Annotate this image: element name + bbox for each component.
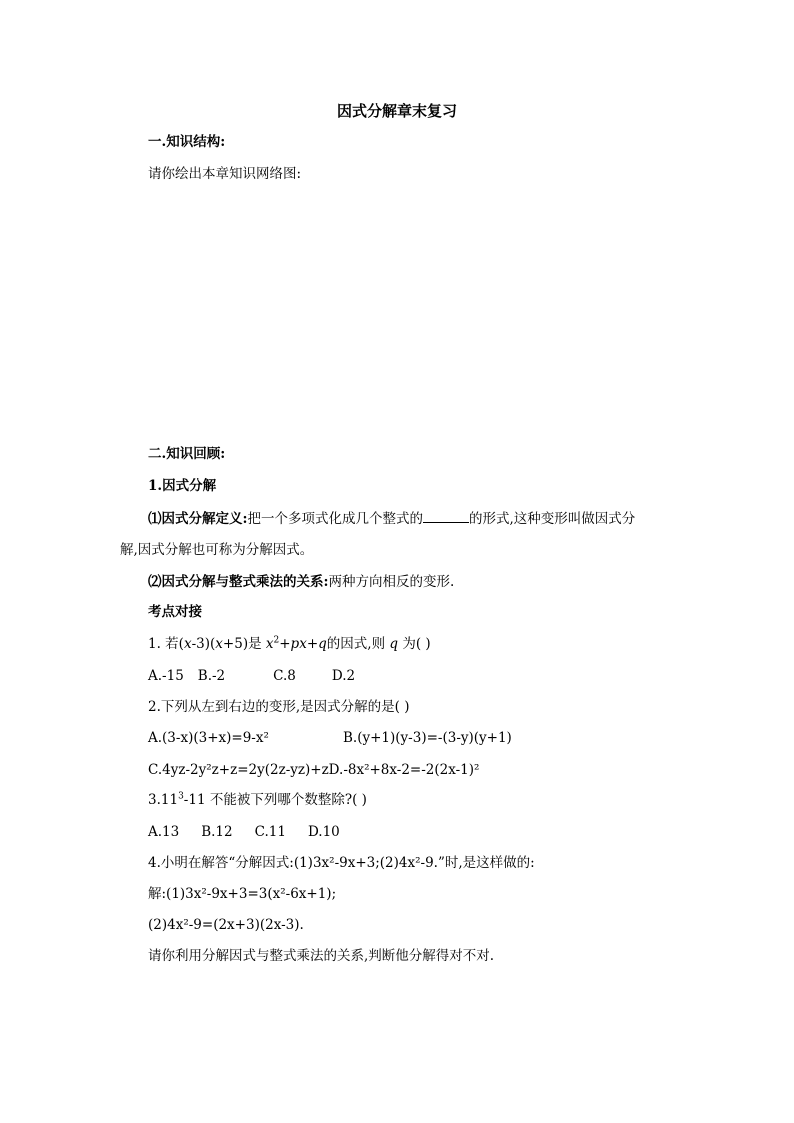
- exam-points-heading: 考点对接: [148, 604, 202, 620]
- option-a: A.-15: [148, 668, 184, 684]
- question-2-option-a: A.(3-x)(3+x)=9-x²: [148, 730, 269, 746]
- option-c: C.11: [254, 824, 286, 840]
- question-2-option-b: B.(y+1)(y-3)=-(3-y)(y+1): [343, 730, 512, 746]
- section-1-heading: 一.知识结构:: [148, 134, 226, 150]
- subsection-1-heading: 1.因式分解: [148, 478, 217, 494]
- option-b: B.12: [201, 824, 233, 840]
- page-title: 因式分解章末复习: [336, 102, 457, 120]
- relation-label: ⑵因式分解与整式乘法的关系:: [148, 574, 329, 590]
- section-1-prompt: 请你绘出本章知识网络图:: [148, 166, 302, 182]
- option-d: D.2: [331, 668, 356, 684]
- question-1-options: [148, 666, 355, 686]
- question-4-solution-1: 解:(1)3x²-9x+3=3(x²-6x+1);: [148, 886, 337, 902]
- question-3-stem: 3.11$^3$-11 不能被下列哪个数整除?( ): [148, 791, 367, 808]
- question-2-stem: 2.下列从左到右边的变形,是因式分解的是( ): [148, 699, 410, 715]
- question-1-stem: 1. 若(x-3)(x+5)是 $x^2+px+q$的因式,则 q 为( ): [148, 635, 431, 652]
- option-c: C.8: [273, 668, 296, 684]
- definition-continuation: 解,因式分解也可称为分解因式。: [120, 542, 314, 558]
- definition-text-a: 把一个多项式化成几个整式的: [247, 511, 423, 527]
- question-2-options-cd: C.4yz-2y²z+z=2y(2z-yz)+zD.-8x²+8x-2=-2(2x-1)²: [148, 762, 480, 778]
- fill-in-blank[interactable]: [423, 508, 469, 523]
- relation-text: 两种方向相反的变形.: [328, 574, 455, 590]
- question-4-ask: 请你利用分解因式与整式乘法的关系,判断他分解得对不对.: [148, 948, 495, 964]
- relation-paragraph: [148, 572, 454, 592]
- definition-paragraph: [148, 508, 635, 529]
- option-b: B.-2: [197, 668, 226, 684]
- question-4-solution-2: (2)4x²-9=(2x+3)(2x-3).: [148, 917, 304, 933]
- question-3-options: [148, 822, 340, 842]
- option-a: A.13: [148, 824, 180, 840]
- section-2-heading: 二.知识回顾:: [148, 446, 226, 462]
- option-d: D.10: [307, 824, 340, 840]
- question-4-stem: 4.小明在解答“分解因式:(1)3x²-9x+3;(2)4x²-9.”时,是这样做的:: [148, 855, 535, 871]
- definition-text-b: 的形式,这种变形叫做因式分: [468, 511, 636, 527]
- definition-label: ⑴因式分解定义:: [148, 511, 248, 527]
